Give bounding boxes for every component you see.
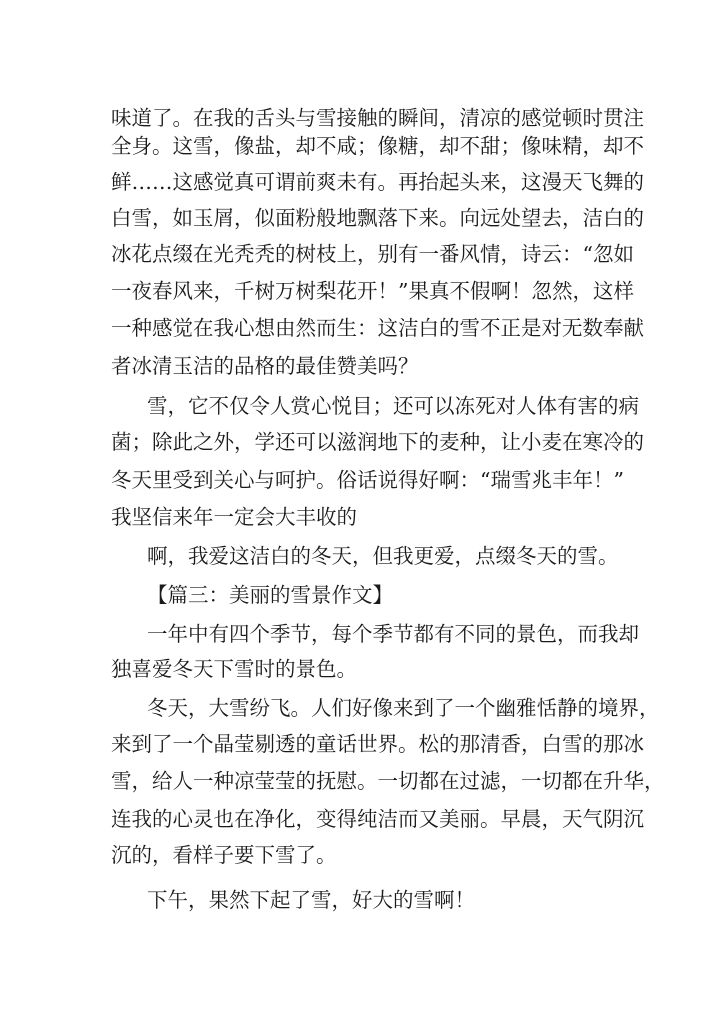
text-line: 独喜爱冬天下雪时的景色。	[111, 657, 357, 681]
text-line: 冬天里受到关心与呵护。俗话说得好啊：“瑞雪兆丰年！”	[111, 468, 624, 492]
text-line: 冬天，大雪纷飞。人们好像来到了一个幽雅恬静的境界，	[147, 696, 660, 720]
text-line: 沉的，看样子要下雪了。	[111, 843, 337, 867]
text-line: 冰花点缀在光秃秃的树枝上，别有一番风情，诗云：“忽如	[111, 242, 634, 266]
text-line: 一种感觉在我心想由然而生：这洁白的雪不正是对无数奉献	[111, 316, 644, 340]
text-line: 味道了。在我的舌头与雪接触的瞬间，清凉的感觉顿时贯注	[111, 106, 644, 130]
text-line: 菌；除此之外，学还可以滋润地下的麦种，让小麦在寒冷的	[111, 430, 644, 454]
text-line: 我坚信来年一定会大丰收的	[111, 505, 357, 529]
text-line: 连我的心灵也在净化，变得纯洁而又美丽。早晨，天气阴沉	[111, 807, 644, 831]
section-heading: 【篇三：美丽的雪景作文】	[147, 583, 393, 607]
text-line: 鲜……这感觉真可谓前爽未有。再抬起头来，这漫天飞舞的	[111, 170, 644, 194]
text-line: 白雪，如玉屑，似面粉般地飘落下来。向远处望去，洁白的	[111, 206, 644, 230]
text-line: 一年中有四个季节，每个季节都有不同的景色，而我却	[147, 622, 639, 646]
text-line: 雪，给人一种凉莹莹的抚慰。一切都在过滤，一切都在升华，	[111, 769, 665, 793]
text-line: 者冰清玉洁的品格的最佳赞美吗？	[111, 354, 419, 378]
text-line: 啊，我爱这洁白的冬天，但我更爱，点缀冬天的雪。	[147, 544, 619, 568]
text-line: 全身。这雪，像盐，却不咸；像糖，却不甜；像味精，却不	[111, 134, 644, 158]
text-line: 雪，它不仅令人赏心悦目；还可以冻死对人体有害的病	[147, 394, 639, 418]
text-line: 下午，果然下起了雪，好大的雪啊！	[147, 888, 475, 912]
text-line: 一夜春风来，千树万树梨花开！”果真不假啊！忽然，这样	[111, 279, 634, 303]
text-line: 来到了一个晶莹剔透的童话世界。松的那清香，白雪的那冰	[111, 732, 644, 756]
